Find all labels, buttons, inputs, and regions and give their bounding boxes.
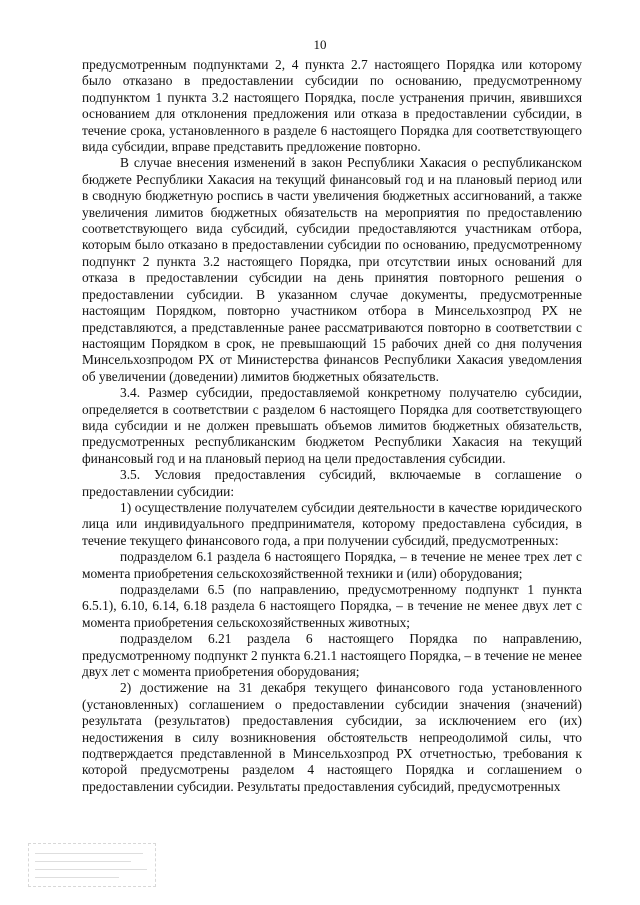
paragraph: 2) достижение на 31 декабря текущего финансового года установленного (установленных) соглашением о предоставлении субсидии значения (значений) результата (результатов) предоставления субсидии, за исключением его (их) недостижения в силу возникновения обстоятельств непреодолимой силы, что подтверждается представленной в Минсельхозпрод РХ отчетностью, требования к которой предусмотрены разделом 4 настоящего Порядка и соглашением о предоставлении субсидии. Результаты предоставления субсидий, предусмотренных <box>82 680 582 794</box>
document-body <box>82 57 582 795</box>
paragraph: подразделом 6.21 раздела 6 настоящего Порядка по направлению, предусмотренному подпункт 2 пункта 6.21.1 настоящего Порядка, – в течение не менее двух лет с момента приобретения оборудования; <box>82 631 582 680</box>
paragraph: 3.4. Размер субсидии, предоставляемой конкретному получателю субсидии, определяется в соответствии с разделом 6 настоящего Порядка для соответствующего вида субсидии и не должен превышать объемов лимитов бюджетных обязательств, предусмотренных республиканским бюджетом Республики Хакасия на текущий финансовый год и на плановый период на цели предоставления субсидии. <box>82 385 582 466</box>
paragraph: подразделом 6.1 раздела 6 настоящего Порядка, – в течение не менее трех лет с момента приобретения сельскохозяйственной техники и (или) оборудования; <box>82 549 582 581</box>
paragraph: 3.5. Условия предоставления субсидий, включаемые в соглашение о предоставлении субсидии: <box>82 467 582 499</box>
paragraph: предусмотренным подпунктами 2, 4 пункта 2.7 настоящего Порядка или которому было отказано в предоставлении субсидии по основанию, предусмотренному подпунктом 1 пункта 3.2 настоящего Порядка, после устранения причин, явившихся основанием для отклонения предложения или отказа в предоставлении субсидии, в течение срока, установленного в разделе 6 настоящего Порядка для соответствующего вида субсидии, вправе представить предложение повторно. <box>82 57 582 155</box>
paragraph: подразделами 6.5 (по направлению, предусмотренному подпункт 1 пункта 6.5.1), 6.10, 6.14, 6.18 раздела 6 настоящего Порядка, – в течение не менее двух лет с момента приобретения сельскохозяйственных животных; <box>82 582 582 630</box>
paragraph: В случае внесения изменений в закон Республики Хакасия о республиканском бюджете Республики Хакасия на текущий финансовый год и на плановый период или в сводную бюджетную роспись в части увеличения бюджетных ассигнований, а также увеличения лимитов бюджетных обязательств на мероприятия по предоставлению соответствующего вида субсидий, субсидии предоставляются участникам отбора, которым было отказано в предоставлении субсидии по основанию, предусмотренному подпункт 2 пункта 3.2 настоящего Порядка, при отсутствии иных оснований для отказа в предоставлении субсидии на день принятия повторного решения о предоставлении субсидии. В указанном случае документы, предусмотренные настоящим Порядком, повторно участником отбора в Минсельхозпрод РХ не представляются, а представленные ранее рассматриваются повторно в соответствии с настоящим Порядком в срок, не превышающий 15 рабочих дней со дня получения Минсельхозпродом РХ от Министерства финансов Республики Хакасия уведомления об увеличении (доведении) лимитов бюджетных обязательств. <box>82 155 582 384</box>
paragraph: 1) осуществление получателем субсидии деятельности в качестве юридического лица или индивидуального предпринимателя, которому предоставлена субсидия, в течение текущего финансового года, а при получении субсидий, предусмотренных: <box>82 499 582 548</box>
page-number: 10 <box>313 37 327 52</box>
faded-stamp-mark <box>28 843 156 887</box>
